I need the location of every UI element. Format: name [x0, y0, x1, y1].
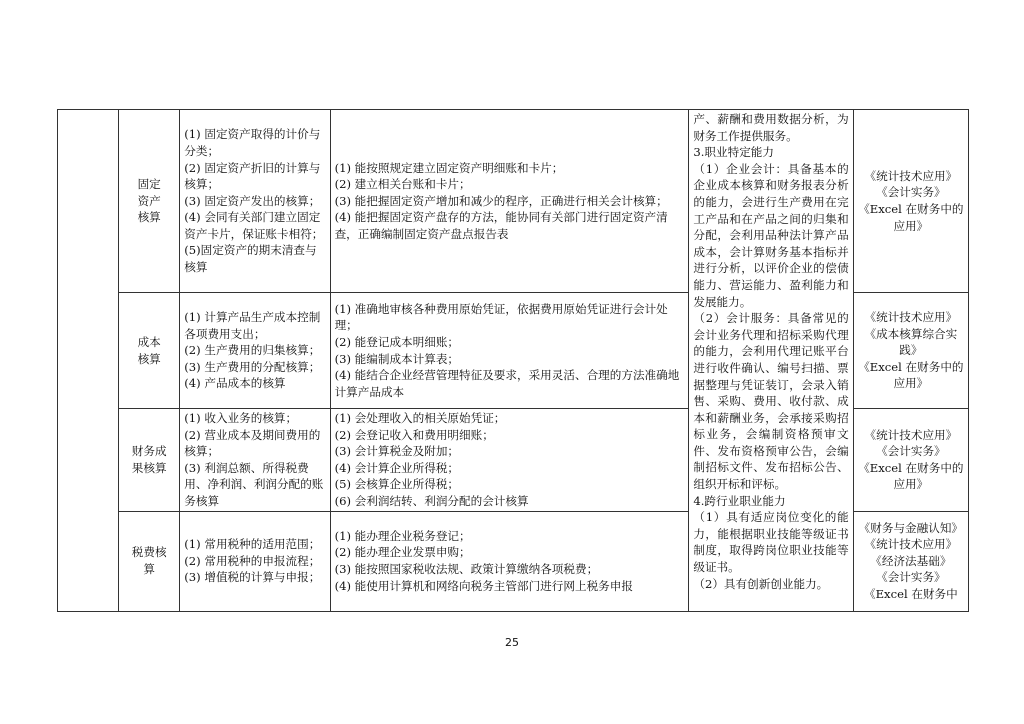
ability-cell: [330, 511, 689, 611]
requirement-item: 产、薪酬和费用数据分析，为财务工作提供服务。: [693, 112, 849, 143]
ability-item: (4) 能结合企业经营管理特征及要求，采用灵活、合理的方法准确地计算产品成本: [334, 368, 680, 399]
knowledge-item: (3) 固定资产发出的核算；: [184, 193, 321, 208]
ability-item: (3) 能编制成本计算表；: [334, 351, 460, 366]
ability-cell: [330, 293, 689, 409]
knowledge-item: (5)固定资产的期末清查与核算: [184, 243, 317, 275]
courses-cell: 《统计技术应用》 《会计实务》 《Excel 在财务中的应用》: [853, 110, 968, 293]
knowledge-item: (4) 产品成本的核算: [184, 376, 286, 391]
courses-cell: 《统计技术应用》 《成本核算综合实践》 《Excel 在财务中的应用》: [853, 293, 968, 409]
module-name: 固定 资产 核算: [119, 110, 180, 293]
module-name: 税费核 算: [119, 511, 180, 611]
category-cell: [58, 110, 119, 612]
knowledge-cell: [180, 511, 330, 611]
ability-item: (4) 会计算企业所得税；: [334, 460, 460, 475]
ability-item: (3) 能把握固定资产增加和减少的程序，正确进行相关会计核算；: [334, 193, 668, 208]
ability-item: (1) 会处理收入的相关原始凭证；: [334, 411, 506, 425]
ability-item: (6) 会利润结转、利润分配的会计核算: [334, 493, 529, 508]
courses-cell: 《统计技术应用》 《会计实务》 《Excel 在财务中的应用》: [853, 409, 968, 512]
knowledge-item: (2) 营业成本及期间费用的核算；: [184, 427, 321, 459]
requirement-item: 4.跨行业职业能力: [693, 493, 786, 508]
knowledge-item: (4) 会同有关部门建立固定资产卡片，保证账卡相符；: [184, 210, 324, 241]
curriculum-table: [57, 109, 969, 612]
knowledge-cell: [180, 293, 330, 409]
ability-cell: [330, 110, 689, 293]
requirement-item: （2）具有创新创业能力。: [693, 576, 829, 591]
ability-item: (2) 建立相关台账和卡片；: [334, 177, 471, 192]
ability-item: (2) 会登记收入和费用明细账；: [334, 427, 494, 442]
knowledge-item: (1) 固定资产取得的计价与分类；: [184, 127, 321, 158]
courses-cell: 《财务与金融认知》 《统计技术应用》 《经济法基础》 《会计实务》 《Excel 在财务中: [853, 511, 968, 611]
knowledge-item: (1) 计算产品生产成本控制各项费用支出；: [184, 310, 321, 341]
knowledge-item: (2) 生产费用的归集核算；: [184, 343, 321, 358]
ability-item: (4) 能使用计算机和网络向税务主管部门进行网上税务申报: [334, 578, 633, 593]
module-name: 成本 核算: [119, 293, 180, 409]
ability-item: (1) 能按照规定建立固定资产明细账和卡片；: [334, 160, 564, 175]
knowledge-item: (3) 利润总额、所得税费用、净利润、利润分配的账务核算: [184, 460, 324, 508]
table-row: [58, 110, 969, 293]
knowledge-item: (2) 常用税种的申报流程；: [184, 553, 321, 568]
knowledge-cell: [180, 110, 330, 293]
ability-item: (4) 能把握固定资产盘存的方法，能协同有关部门进行固定资产清查，正确编制固定资产盘点报告表: [334, 210, 668, 241]
ability-item: (1) 能办理企业税务登记；: [334, 528, 471, 543]
knowledge-item: (3) 生产费用的分配核算；: [184, 359, 321, 374]
ability-cell: [330, 409, 689, 512]
knowledge-item: (1) 常用税种的适用范围；: [184, 537, 321, 552]
requirement-item: 3.职业特定能力: [693, 145, 774, 160]
knowledge-cell: [180, 409, 330, 512]
ability-item: (3) 会计算税金及附加；: [334, 444, 460, 459]
ability-item: (2) 能办理企业发票申购；: [334, 545, 471, 560]
requirement-item: （2）会计服务：具备常见的会计业务代理和招标采购代理的能力，会利用代理记账平台进行收件确认、编号扫描、票据整理与凭证装订，会录入销售、采购、费用、收付款、成本和薪酬业务，会承接采购招标业务，会编制资格预审文件、发布资格预审公告，会编制招标文件、发布招标公告、组织开标和评标。: [693, 311, 849, 492]
knowledge-item: (1) 收入业务的核算；: [184, 411, 298, 425]
requirement-item: （1）具有适应岗位变化的能力，能根据职业技能等级证书制度，取得跨岗位职业技能等级证书。: [693, 510, 849, 575]
module-name: 财务成 果核算: [119, 409, 180, 512]
ability-item: (2) 能登记成本明细账；: [334, 334, 460, 349]
ability-item: (3) 能按照国家税收法规、政策计算缴纳各项税费；: [334, 562, 599, 577]
requirement-item: （1）企业会计：具备基本的企业成本核算和财务报表分析的能力，会进行生产费用在完工产品和在产品之间的归集和分配，会利用品种法计算产品成本，会计算财务基本指标并进行分析，以评价企业的偿债能力、营运能力、盈利能力和发展能力。: [693, 161, 849, 309]
ability-item: (1) 准确地审核各种费用原始凭证，依据费用原始凭证进行会计处理；: [334, 301, 668, 333]
requirements-cell: [689, 110, 853, 612]
page-number: 25: [505, 636, 519, 649]
ability-item: (5) 会核算企业所得税；: [334, 477, 460, 492]
knowledge-item: (3) 增值税的计算与申报；: [184, 570, 321, 585]
knowledge-item: (2) 固定资产折旧的计算与核算；: [184, 160, 321, 192]
